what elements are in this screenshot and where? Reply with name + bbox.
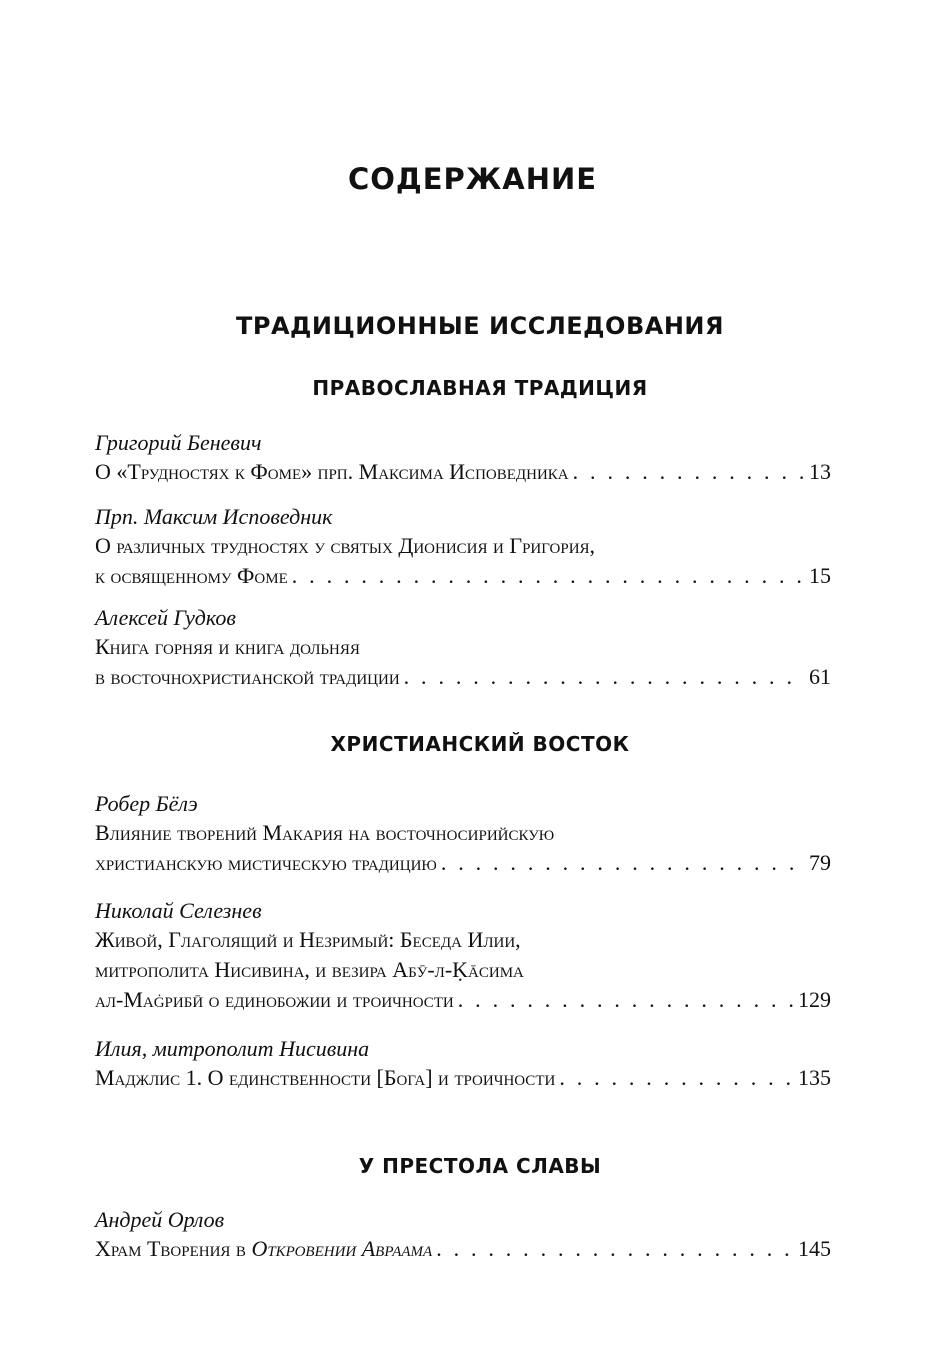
leader-dots xyxy=(400,662,805,692)
entry-title-line: О различных трудностях у святых Дионисия и Григория, xyxy=(95,533,596,558)
page-number: 15 xyxy=(809,563,831,588)
toc-entry[interactable] xyxy=(95,503,831,591)
entry-title-line: Живой, Глаголящий и Незримый: Беседа Илии, xyxy=(95,927,521,952)
entry-author: Николай Селезнев xyxy=(95,898,262,923)
leader-dots xyxy=(288,561,805,591)
entry-title-line: Влияние творений Макария на восточносирийскую xyxy=(95,820,555,845)
entry-title-line: Книга горняя и книга дольняя xyxy=(95,634,360,659)
entry-title-line xyxy=(95,561,831,591)
entry-title-line xyxy=(95,457,831,487)
part-title: ТРАДИЦИОННЫЕ ИССЛЕДОВАНИЯ xyxy=(236,312,724,340)
entry-author: Прп. Максим Исповедник xyxy=(95,504,333,529)
entry-author: Илия, митрополит Нисивина xyxy=(95,1036,370,1061)
entry-author: Андрей Орлов xyxy=(95,1207,225,1232)
entry-title-text: Храм Творения в xyxy=(95,1236,246,1261)
entry-title-line xyxy=(95,1063,831,1093)
entry-title-line xyxy=(95,985,831,1015)
entry-author: Робер Бёлэ xyxy=(95,791,198,816)
entry-title: к освященному Фоме xyxy=(95,563,288,588)
section-title: ХРИСТИАНСКИЙ ВОСТОК xyxy=(330,732,630,756)
entry-title: ал-Маġрибӣ о единобожии и троичности xyxy=(95,987,454,1012)
entry-author: Григорий Беневич xyxy=(95,430,262,455)
toc-entry[interactable] xyxy=(95,1206,831,1264)
page-number: 61 xyxy=(809,664,831,689)
leader-dots xyxy=(437,848,805,878)
page-number: 79 xyxy=(809,850,831,875)
entry-title-line xyxy=(95,1234,831,1264)
entry-title xyxy=(95,1234,432,1264)
toc-entry[interactable] xyxy=(95,1035,831,1093)
entry-title: в восточнохристианской традиции xyxy=(95,664,400,689)
section-title: ПРАВОСЛАВНАЯ ТРАДИЦИЯ xyxy=(312,376,648,400)
leader-dots xyxy=(569,457,805,487)
entry-title: Маджлис 1. О единственности [Бога] и троичности xyxy=(95,1065,556,1090)
page-number: 129 xyxy=(798,987,831,1012)
page-number: 135 xyxy=(798,1065,831,1090)
entry-title-line xyxy=(95,662,831,692)
entry-title: христианскую мистическую традицию xyxy=(95,850,437,875)
section-title: У ПРЕСТОЛА СЛАВЫ xyxy=(358,1154,602,1178)
page-number: 13 xyxy=(809,459,831,484)
leader-dots xyxy=(432,1234,794,1264)
entry-title-line xyxy=(95,848,831,878)
leader-dots xyxy=(454,985,794,1015)
page-number: 145 xyxy=(798,1236,831,1261)
entry-title-italic: Откровении Авраама xyxy=(251,1236,433,1261)
page-title: СОДЕРЖАНИЕ xyxy=(347,162,598,196)
entry-title-line: митрополита Нисивина, и везира Абӯ-л-Ḳāсима xyxy=(95,957,524,982)
toc-entry[interactable] xyxy=(95,604,831,692)
toc-entry[interactable] xyxy=(95,790,831,878)
toc-entry[interactable] xyxy=(95,429,831,487)
entry-title: О «Трудностях к Фоме» прп. Максима Исповедника xyxy=(95,459,569,484)
entry-author: Алексей Гудков xyxy=(95,605,236,630)
leader-dots xyxy=(555,1063,794,1093)
toc-entry[interactable] xyxy=(95,897,831,1015)
